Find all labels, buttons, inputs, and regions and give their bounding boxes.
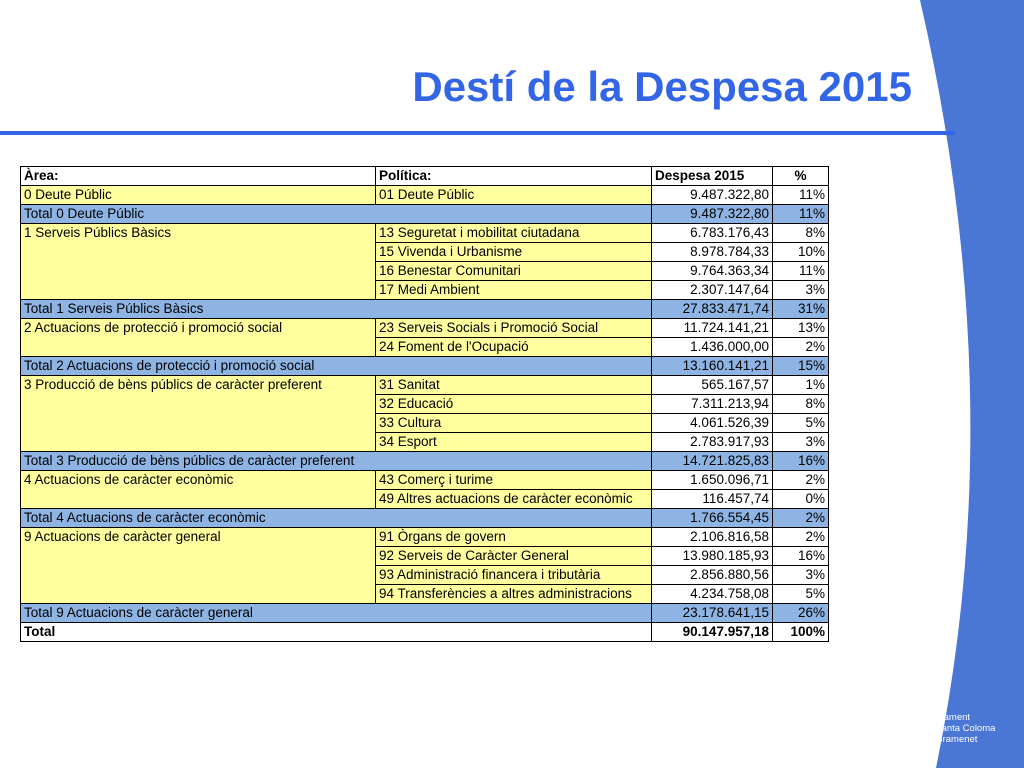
cell-area	[21, 433, 376, 452]
subtotal-row	[21, 509, 829, 528]
cell-politica: 43 Comerç i turime	[376, 471, 652, 490]
cell-despesa: 7.311.213,94	[652, 395, 773, 414]
table-row	[21, 471, 829, 490]
cell-total-label: Total 0 Deute Públic	[21, 205, 652, 224]
municipal-shield-icon	[872, 702, 918, 750]
cell-area: 1 Serveis Públics Bàsics	[21, 224, 376, 243]
cell-area	[21, 338, 376, 357]
cell-despesa: 9.764.363,34	[652, 262, 773, 281]
cell-despesa: 1.766.554,45	[652, 509, 773, 528]
cell-percent: 2%	[773, 338, 829, 357]
cell-area	[21, 281, 376, 300]
cell-despesa: 1.650.096,71	[652, 471, 773, 490]
table-row	[21, 319, 829, 338]
cell-despesa: 6.783.176,43	[652, 224, 773, 243]
cell-despesa: 2.307.147,64	[652, 281, 773, 300]
table-row	[21, 281, 829, 300]
cell-politica: 17 Medi Ambient	[376, 281, 652, 300]
cell-despesa: 565.167,57	[652, 376, 773, 395]
cell-percent: 11%	[773, 186, 829, 205]
organization-name-line: Ajuntament	[922, 712, 971, 723]
cell-politica: 24 Foment de l'Ocupació	[376, 338, 652, 357]
table-row	[21, 490, 829, 509]
cell-percent: 0%	[773, 490, 829, 509]
cell-area	[21, 585, 376, 604]
subtotal-row	[21, 300, 829, 319]
header-area: Àrea:	[21, 167, 376, 186]
cell-percent: 8%	[773, 224, 829, 243]
cell-politica: 23 Serveis Socials i Promoció Social	[376, 319, 652, 338]
cell-percent: 1%	[773, 376, 829, 395]
cell-percent: 5%	[773, 414, 829, 433]
cell-despesa: 2.856.880,56	[652, 566, 773, 585]
cell-percent: 5%	[773, 585, 829, 604]
subtotal-row	[21, 357, 829, 376]
cell-despesa: 2.106.816,58	[652, 528, 773, 547]
cell-despesa: 23.178.641,15	[652, 604, 773, 623]
cell-total-label: Total 2 Actuacions de protecció i promoció social	[21, 357, 652, 376]
cell-percent: 2%	[773, 471, 829, 490]
page-title: Destí de la Despesa 2015	[412, 63, 912, 110]
cell-despesa: 4.234.758,08	[652, 585, 773, 604]
table-row	[21, 224, 829, 243]
cell-total-label: Total	[21, 623, 652, 642]
subtotal-row	[21, 452, 829, 471]
header-percent: %	[773, 167, 829, 186]
cell-politica: 16 Benestar Comunitari	[376, 262, 652, 281]
cell-politica: 31 Sanitat	[376, 376, 652, 395]
blue-side-band	[920, 0, 1024, 768]
table-row	[21, 243, 829, 262]
table-row	[21, 566, 829, 585]
cell-area: 0 Deute Públic	[21, 186, 376, 205]
subtotal-row	[21, 604, 829, 623]
cell-area: 9 Actuacions de caràcter general	[21, 528, 376, 547]
cell-percent: 16%	[773, 452, 829, 471]
cell-percent: 10%	[773, 243, 829, 262]
table-body	[21, 186, 829, 642]
cell-percent: 13%	[773, 319, 829, 338]
cell-area: 3 Producció de bèns públics de caràcter preferent	[21, 376, 376, 395]
cell-despesa: 14.721.825,83	[652, 452, 773, 471]
cell-politica: 01 Deute Públic	[376, 186, 652, 205]
cell-despesa: 9.487.322,80	[652, 186, 773, 205]
cell-area	[21, 395, 376, 414]
cell-despesa: 4.061.526,39	[652, 414, 773, 433]
cell-percent: 3%	[773, 281, 829, 300]
cell-percent: 2%	[773, 528, 829, 547]
subtotal-row	[21, 205, 829, 224]
cell-percent: 16%	[773, 547, 829, 566]
cell-total-label: Total 9 Actuacions de caràcter general	[21, 604, 652, 623]
cell-percent: 2%	[773, 509, 829, 528]
cell-percent: 3%	[773, 566, 829, 585]
cell-total-label: Total 1 Serveis Públics Bàsics	[21, 300, 652, 319]
cell-despesa: 90.147.957,18	[652, 623, 773, 642]
cell-area	[21, 414, 376, 433]
cell-area: 2 Actuacions de protecció i promoció social	[21, 319, 376, 338]
cell-politica: 94 Transferències a altres administracions	[376, 585, 652, 604]
cell-percent: 11%	[773, 205, 829, 224]
table-row	[21, 528, 829, 547]
cell-politica: 92 Serveis de Caràcter General	[376, 547, 652, 566]
cell-politica: 32 Educació	[376, 395, 652, 414]
cell-despesa: 27.833.471,74	[652, 300, 773, 319]
cell-percent: 3%	[773, 433, 829, 452]
cell-despesa: 9.487.322,80	[652, 205, 773, 224]
table-row	[21, 186, 829, 205]
cell-area	[21, 490, 376, 509]
table-row	[21, 414, 829, 433]
cell-area	[21, 262, 376, 281]
cell-total-label: Total 3 Producció de bèns públics de caràcter preferent	[21, 452, 652, 471]
cell-politica: 49 Altres actuacions de caràcter econòmic	[376, 490, 652, 509]
budget-table	[20, 166, 829, 642]
cell-percent: 100%	[773, 623, 829, 642]
cell-area: 4 Actuacions de caràcter econòmic	[21, 471, 376, 490]
organization-name-line: de Santa Coloma	[922, 723, 996, 734]
table-header-row	[21, 167, 829, 186]
header-despesa: Despesa 2015	[652, 167, 773, 186]
cell-politica: 13 Seguretat i mobilitat ciutadana	[376, 224, 652, 243]
cell-despesa: 1.436.000,00	[652, 338, 773, 357]
cell-total-label: Total 4 Actuacions de caràcter econòmic	[21, 509, 652, 528]
header-politica: Política:	[376, 167, 652, 186]
table-row	[21, 433, 829, 452]
cell-percent: 8%	[773, 395, 829, 414]
cell-percent: 15%	[773, 357, 829, 376]
organization-name	[922, 712, 995, 745]
table-row	[21, 585, 829, 604]
cell-despesa: 13.980.185,93	[652, 547, 773, 566]
cell-politica: 33 Cultura	[376, 414, 652, 433]
cell-politica: 91 Òrgans de govern	[376, 528, 652, 547]
cell-percent: 11%	[773, 262, 829, 281]
cell-despesa: 13.160.141,21	[652, 357, 773, 376]
cell-percent: 31%	[773, 300, 829, 319]
cell-area	[21, 566, 376, 585]
cell-despesa: 116.457,74	[652, 490, 773, 509]
cell-despesa: 11.724.141,21	[652, 319, 773, 338]
table-row	[21, 338, 829, 357]
title-underline	[0, 131, 955, 135]
grand-total-row	[21, 623, 829, 642]
cell-area	[21, 243, 376, 262]
cell-politica: 93 Administració financera i tributària	[376, 566, 652, 585]
table-row	[21, 547, 829, 566]
cell-despesa: 8.978.784,33	[652, 243, 773, 262]
cell-politica: 34 Esport	[376, 433, 652, 452]
table-row	[21, 395, 829, 414]
cell-percent: 26%	[773, 604, 829, 623]
cell-politica: 15 Vivenda i Urbanisme	[376, 243, 652, 262]
cell-despesa: 2.783.917,93	[652, 433, 773, 452]
cell-area	[21, 547, 376, 566]
table-row	[21, 262, 829, 281]
organization-name-line: de Gramenet	[922, 734, 978, 745]
table-row	[21, 376, 829, 395]
